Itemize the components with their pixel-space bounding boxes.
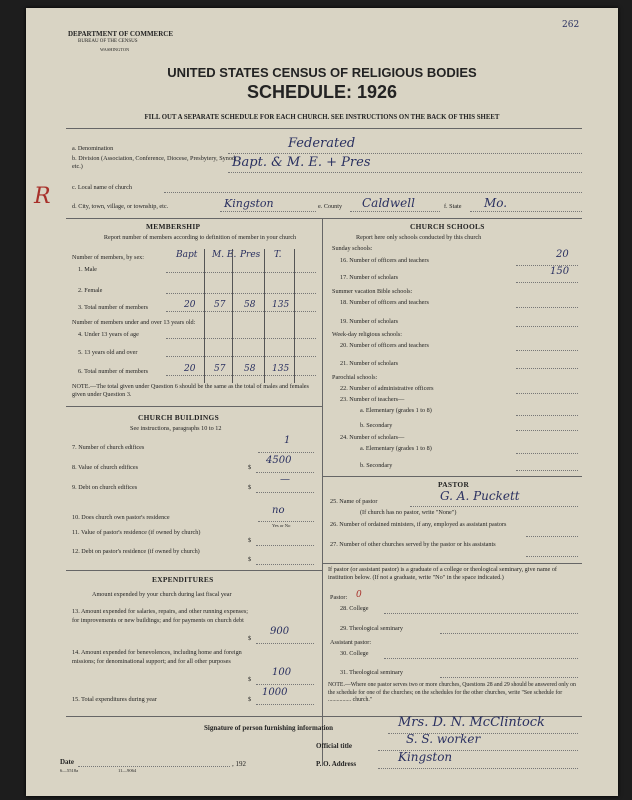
q25-label: 25. Name of pastor	[330, 498, 378, 505]
q9-label: 9. Debt on church edifices	[72, 484, 138, 491]
q14-value[interactable]: 100	[272, 667, 292, 678]
q6-pres-value[interactable]: 58	[244, 364, 256, 374]
yes-no-hint: Yes or No	[272, 523, 291, 528]
q31-label: 31. Theological seminary	[340, 669, 403, 676]
q15-value[interactable]: 1000	[262, 687, 288, 698]
division-value[interactable]: Bapt. & M. E. + Pres	[232, 155, 371, 170]
q10-label: 10. Does church own pastor's residence	[72, 514, 170, 521]
q23-label: 23. Number of teachers—	[340, 396, 405, 403]
q17-value[interactable]: 150	[550, 266, 570, 277]
q7-value[interactable]: 1	[284, 435, 291, 446]
page-number: 262	[562, 20, 580, 30]
department-heading: DEPARTMENT OF COMMERCE	[68, 30, 174, 38]
signature-label: Signature of person furnishing information	[204, 724, 333, 732]
buildings-sub: See instructions, paragraphs 10 to 12	[130, 425, 222, 432]
q3-total-value[interactable]: 135	[272, 300, 290, 310]
q6-me-value[interactable]: 57	[214, 364, 226, 374]
q27-label: 27. Number of other churches served by the pastor or his assistants	[330, 541, 496, 548]
q6-bapt-value[interactable]: 20	[184, 364, 196, 374]
pastor-label: Pastor:	[330, 594, 348, 601]
q2-female-label: 2. Female	[78, 287, 103, 294]
print-number: 11—9064	[118, 768, 137, 773]
q28-label: 28. College	[340, 605, 369, 612]
division-label: b. Division (Association, Conference, Diocese, Presbytery, Synod, etc.)	[72, 155, 237, 170]
schools-sub: Report here only schools conducted by this church	[356, 234, 482, 241]
q24a-label: a. Elementary (grades 1 to 8)	[360, 445, 432, 452]
q5-over13-label: 5. 13 years old and over	[78, 349, 138, 356]
bureau-heading: BUREAU OF THE CENSUS	[78, 39, 138, 44]
signature-value[interactable]: Mrs. D. N. McClintock	[398, 715, 545, 730]
pastor-note: NOTE.—Where one pastor serves two or more churches, Questions 28 and 29 should be answered only on the schedule for one of the churches; on the schedules for the other churches, write "See schedule for ................ church."	[328, 682, 576, 704]
washington-heading: WASHINGTON	[100, 47, 130, 52]
q3-total-label: 3. Total number of members	[78, 304, 149, 311]
col-head-total: T.	[274, 250, 282, 260]
weekday-label: Week-day religious schools:	[332, 331, 402, 338]
q13-label: 13. Amount expended for salaries, repairs, and other running expenses; for improvements or new buildings; and for payments on church debt	[72, 608, 248, 624]
po-address-label: P. O. Address	[316, 760, 357, 768]
q12-label: 12. Debt on pastor's residence (if owned by church)	[72, 548, 200, 555]
official-title-label: Official title	[316, 742, 352, 750]
q30-label: 30. College	[340, 650, 369, 657]
q4-under13-label: 4. Under 13 years of age	[78, 331, 139, 338]
q24-label: 24. Number of scholars—	[340, 434, 405, 441]
denomination-label: a. Denomination	[72, 145, 114, 152]
date-label: Date	[60, 758, 74, 766]
q3-bapt-value[interactable]: 20	[184, 300, 196, 310]
pastor-value[interactable]: 0	[356, 590, 362, 600]
denomination-value[interactable]: Federated	[288, 136, 356, 151]
asst-pastor-label: Assistant pastor:	[330, 639, 372, 646]
members-by-sex-label: Number of members, by sex:	[72, 254, 144, 261]
membership-section-title: MEMBERSHIP	[146, 222, 201, 231]
q19-label: 19. Number of scholars	[340, 318, 399, 325]
q6-total-value[interactable]: 135	[272, 364, 290, 374]
state-value[interactable]: Mo.	[484, 196, 508, 210]
schools-section-title: CHURCH SCHOOLS	[410, 222, 485, 231]
form-subtitle: SCHEDULE: 1926	[246, 82, 398, 102]
q3-me-value[interactable]: 57	[214, 300, 226, 310]
q25-value[interactable]: G. A. Puckett	[440, 489, 520, 503]
q10-value[interactable]: no	[272, 505, 285, 516]
q24b-label: b. Secondary	[360, 462, 393, 469]
q23a-label: a. Elementary (grades 1 to 8)	[360, 407, 432, 414]
q17-label: 17. Number of scholars	[340, 274, 399, 281]
col-head-bapt: Bapt	[176, 250, 198, 260]
po-address-value[interactable]: Kingston	[398, 750, 453, 764]
q23b-label: b. Secondary	[360, 422, 393, 429]
date-year: , 192	[232, 760, 246, 768]
state-label: f. State	[444, 203, 462, 210]
form-title: UNITED STATES CENSUS OF RELIGIOUS BODIES	[167, 65, 477, 80]
expenditures-sub: Amount expended by your church during last fiscal year	[92, 591, 232, 598]
parochial-label: Parochial schools:	[332, 374, 378, 381]
q22-label: 22. Number of administrative officers	[340, 385, 434, 392]
q7-label: 7. Number of church edifices	[72, 444, 145, 451]
q8-value[interactable]: 4500	[266, 455, 292, 466]
q20-label: 20. Number of officers and teachers	[340, 342, 429, 349]
census-schedule-sheet: DEPARTMENT OF COMMERCE BUREAU OF THE CENSUS WASHINGTON 262 UNITED STATES CENSUS OF RELIGIOUS BODIES SCHEDULE: 1926 FILL OUT A SEPARATE SCHEDULE FOR EACH CHURCH. SEE INSTRUCTIONS ON THE BACK OF THIS SHEET a. Denomination Federated b. Division (Association, Conference, Diocese, Presbytery, Synod, etc.) Bapt. & M. E. + Pres c. Local name of church R d. City, town, village, or township, etc. Kingston e. County Caldwell f. State Mo. MEMBERSHIP Report number of members according to definition of member in your church Number of members, by sex: 1. Male 2. Female 3. Total number of members Number of members under and over 13 years old: 4. Under 13 years of age 5. 13 years old and over 6. Total number of members NOTE.—The total given under Question 6 should be the same as the total of males and females given under Question 3. Bapt M. E. Pres T. 20 57 58 135 20 57 58 135 CHURCH BUILDINGS See instructions, paragraphs 10 to 12 7. Number of church edifices 1 8. Value of church edifices $ 4500 9. Debt on church edifices $ — 10. Does church own pastor's residence no Yes or No 11. Value of pastor's residence (if owned by church) $ 12. Debt on pastor's residence (if owned by church) $ EXPENDITURES Amount expended by your church during last fiscal year 13. Amount expended for salaries, repairs, and other running expenses; for improvements or new buildings; and for payments on church debt $ 900 14. Amount expended for benevolences, including home and foreign missions; for denominational support; and for all other purposes $ 100 15. Total expenditures during year $ 1000 CHURCH SCHOOLS Report here only schools conducted by this church Sunday schools: 16. Number of officers and teachers 20 17. Number of scholars 150 Summer vacation Bible schools: 18. Number of officers and teachers 19. Number of scholars Week-day religious schools: 20. Number of officers and teachers 21. Number of scholars Parochial schools: 22. Number of administrative officers 23. Number of teachers— a. Elementary (grades 1 to 8) b. Secondary 24. Number of scholars— a. Elementary (grades 1 to 8) b. Secondary PASTOR 25. Name of pastor G. A. Puckett (If church has no pastor, write "None") 26. Number of ordained ministers, if any, employed as assistant pastors 27. Number of other churches served by the pastor or his assistants If pastor (or assistant pastor) is a graduate of a college or theological seminary, give name of institution below. (If not a graduate, write "No" in the space indicated.) Pastor: 0 28. College 29. Theological seminary Assistant pastor: 30. College 31. Theological seminary NOTE.—Where one pastor serves two or more churches, Questions 28 and 29 should be answered only on the schedule for one of the churches; on the schedules for the other churches, write "See schedule for ................ church." Signature of person furnishing information Mrs. D. N. McClintock Official title S. S. worker Date , 192 6—5518a 11—9064 P. O. Address Kingston	[26, 8, 618, 796]
form-instruction: FILL OUT A SEPARATE SCHEDULE FOR EACH CHURCH. SEE INSTRUCTIONS ON THE BACK OF THIS SHEET	[144, 114, 500, 121]
q26-label: 26. Number of ordained ministers, if any, employed as assistant pastors	[330, 521, 507, 528]
county-value[interactable]: Caldwell	[362, 196, 415, 210]
q14-label: 14. Amount expended for benevolences, including home and foreign missions; for denominational support; and for all other purposes	[72, 649, 242, 665]
q21-label: 21. Number of scholars	[340, 360, 399, 367]
local-name-label: c. Local name of church	[72, 184, 132, 191]
q18-label: 18. Number of officers and teachers	[340, 299, 429, 306]
q3-pres-value[interactable]: 58	[244, 300, 256, 310]
q8-label: 8. Value of church edifices	[72, 464, 139, 471]
q13-value[interactable]: 900	[270, 626, 290, 637]
city-value[interactable]: Kingston	[224, 197, 274, 210]
q6-total-label: 6. Total number of members	[78, 368, 149, 375]
summer-label: Summer vacation Bible schools:	[332, 288, 413, 295]
q25-note: (If church has no pastor, write "None")	[360, 509, 457, 516]
official-title-value[interactable]: S. S. worker	[406, 732, 481, 746]
form-number: 6—5518a	[60, 768, 79, 773]
pastor-section-title: PASTOR	[438, 480, 470, 489]
city-label: d. City, town, village, or township, etc.	[72, 203, 169, 210]
membership-note-head: Report number of members according to definition of member in your church	[103, 234, 297, 241]
membership-note: NOTE.—The total given under Question 6 should be the same as the total of males and females given under Question 3.	[72, 383, 309, 398]
q9-value[interactable]: —	[280, 474, 290, 485]
college-note: If pastor (or assistant pastor) is a graduate of a college or theological seminary, give name of institution below. (If not a graduate, write "No" in the space indicated.)	[328, 566, 557, 581]
col-head-pres: Pres	[240, 250, 261, 260]
sunday-label: Sunday schools:	[332, 245, 373, 252]
q15-label: 15. Total expenditures during year	[72, 696, 157, 703]
county-label: e. County	[318, 203, 343, 210]
expenditures-section-title: EXPENDITURES	[152, 575, 214, 584]
margin-check-mark: R	[34, 184, 51, 209]
q11-label: 11. Value of pastor's residence (if owned by church)	[72, 529, 201, 536]
age-head-label: Number of members under and over 13 years old:	[72, 319, 196, 326]
col-head-me: M. E.	[212, 250, 237, 260]
q29-label: 29. Theological seminary	[340, 625, 403, 632]
buildings-section-title: CHURCH BUILDINGS	[138, 413, 219, 422]
q1-male-label: 1. Male	[78, 266, 97, 273]
q16-label: 16. Number of officers and teachers	[340, 257, 429, 264]
q16-value[interactable]: 20	[556, 249, 569, 260]
